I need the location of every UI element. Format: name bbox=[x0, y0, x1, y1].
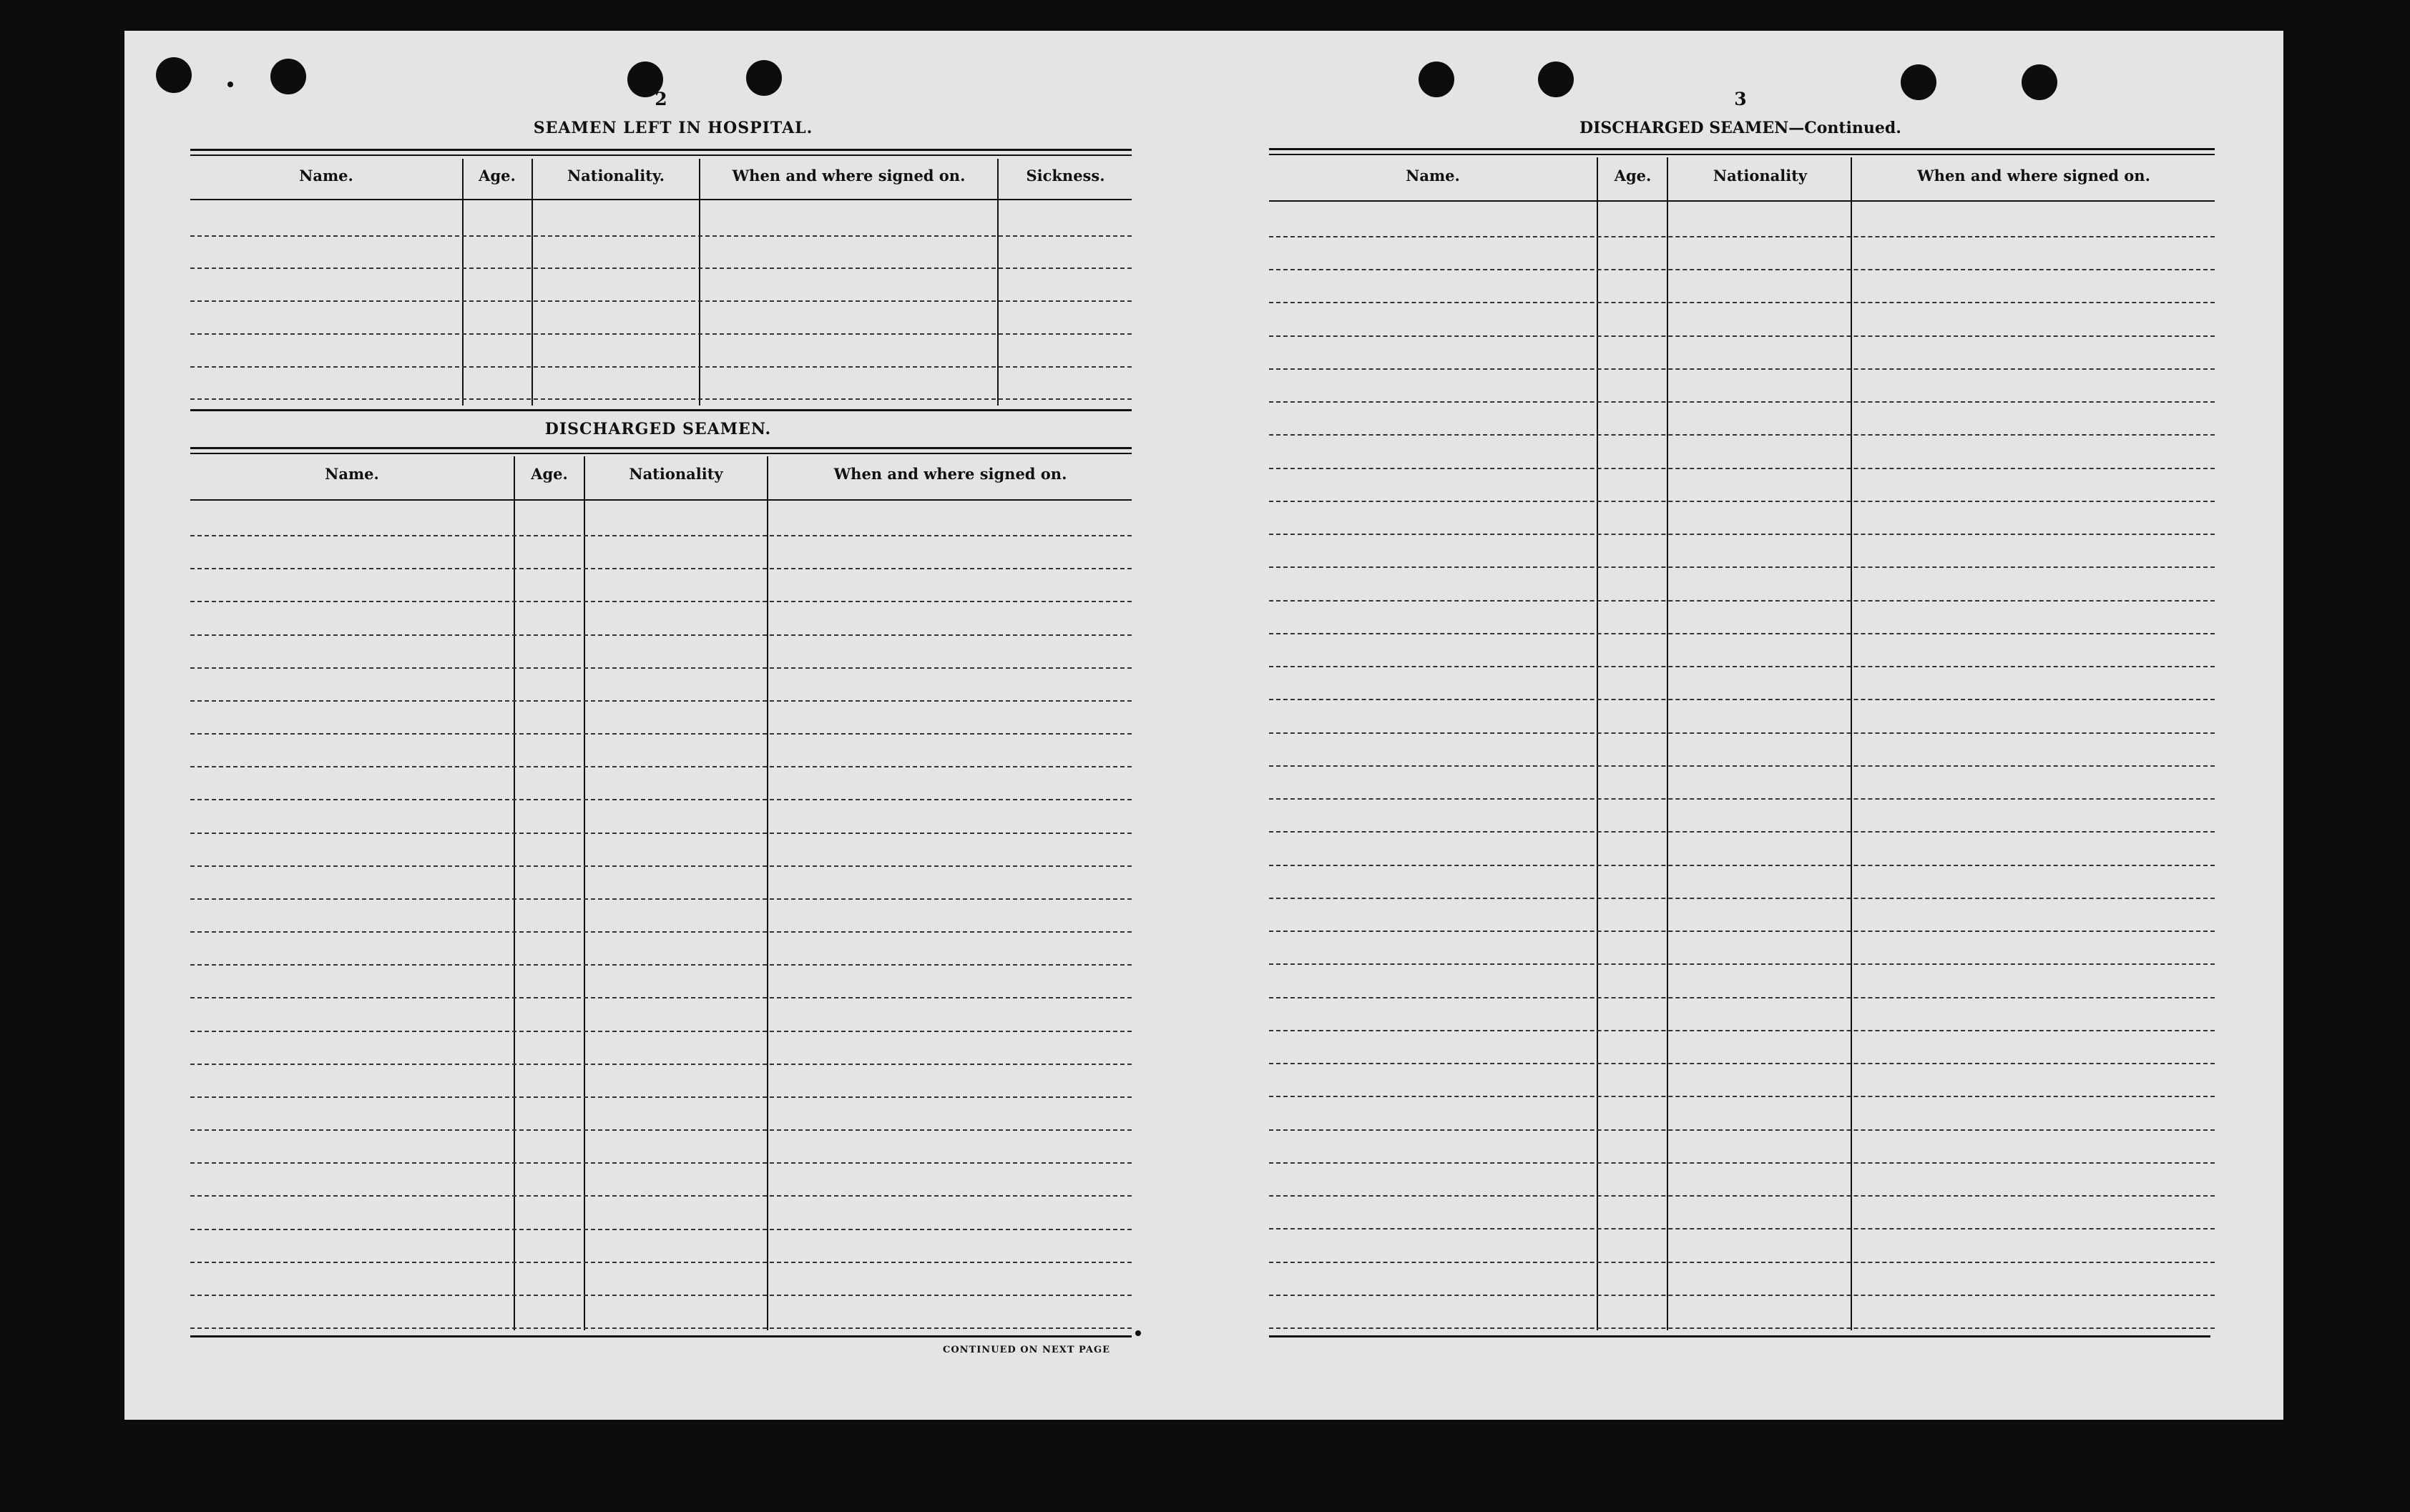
right-entry-line bbox=[1269, 566, 2215, 568]
right-entry-line bbox=[1269, 1063, 2215, 1064]
discharged-entry-line bbox=[190, 1262, 1132, 1263]
punch-hole bbox=[1538, 62, 1574, 97]
hospital-header-rule bbox=[190, 199, 1132, 200]
discharged-entry-line bbox=[190, 1229, 1132, 1230]
document-sheet bbox=[124, 31, 2283, 1420]
discharged-entry-line bbox=[190, 535, 1132, 536]
hospital-entry-line bbox=[190, 235, 1132, 237]
ink-speck bbox=[1135, 1330, 1141, 1336]
discharged-entry-line bbox=[190, 964, 1132, 966]
discharged-entry-line bbox=[190, 997, 1132, 998]
discharged-col-signed-on: When and where signed on. bbox=[833, 465, 1067, 483]
right-col-age: Age. bbox=[1614, 167, 1652, 185]
ink-speck bbox=[227, 82, 233, 87]
punch-hole bbox=[746, 60, 782, 96]
right-entry-line bbox=[1269, 831, 2215, 833]
discharged-col-divider bbox=[767, 456, 768, 1330]
right-entry-line bbox=[1269, 600, 2215, 602]
hospital-col-signed-on: When and where signed on. bbox=[732, 167, 966, 185]
discharged-col-divider bbox=[584, 456, 585, 1330]
right-col-divider bbox=[1851, 157, 1852, 1330]
hospital-section-title: SEAMEN LEFT IN HOSPITAL. bbox=[533, 119, 813, 137]
right-top-rule bbox=[1269, 148, 2215, 150]
discharged-entry-line bbox=[190, 898, 1132, 900]
punch-hole bbox=[270, 59, 306, 94]
right-entry-line bbox=[1269, 798, 2215, 800]
discharged-section-title: DISCHARGED SEAMEN. bbox=[544, 420, 772, 438]
right-entry-line bbox=[1269, 765, 2215, 767]
right-entry-line bbox=[1269, 302, 2215, 303]
hospital-top-rule bbox=[190, 149, 1132, 151]
hospital-col-sickness: Sickness. bbox=[1026, 167, 1105, 185]
right-entry-line bbox=[1269, 1327, 2215, 1329]
punch-hole bbox=[1419, 62, 1454, 97]
right-entry-line bbox=[1269, 434, 2215, 436]
right-entry-line bbox=[1269, 1030, 2215, 1031]
right-entry-line bbox=[1269, 865, 2215, 866]
hospital-entry-line bbox=[190, 398, 1132, 400]
right-entry-line bbox=[1269, 633, 2215, 634]
discharged-entry-line bbox=[190, 1064, 1132, 1065]
discharged-entry-line bbox=[190, 568, 1132, 569]
hospital-col-divider bbox=[997, 159, 999, 406]
hospital-col-divider bbox=[699, 159, 700, 406]
right-entry-line bbox=[1269, 1195, 2215, 1197]
discharged-col-divider bbox=[514, 456, 515, 1330]
discharged-col-nationality: Nationality bbox=[629, 465, 723, 483]
right-entry-line bbox=[1269, 236, 2215, 237]
discharged-header-rule bbox=[190, 499, 1132, 501]
page-number-right: 3 bbox=[1734, 89, 1747, 109]
hospital-entry-line bbox=[190, 267, 1132, 269]
discharged-entry-line bbox=[190, 1031, 1132, 1032]
discharged-bottom-rule bbox=[190, 1335, 1132, 1337]
right-entry-line bbox=[1269, 666, 2215, 667]
right-entry-line bbox=[1269, 401, 2215, 403]
hospital-col-divider bbox=[462, 159, 464, 406]
discharged-entry-line bbox=[190, 601, 1132, 602]
page-number-left: 2 bbox=[655, 89, 667, 109]
discharged-col-name: Name. bbox=[325, 465, 379, 483]
discharged-entry-line bbox=[190, 1295, 1132, 1296]
right-entry-line bbox=[1269, 534, 2215, 535]
right-entry-line bbox=[1269, 1096, 2215, 1097]
continued-note: CONTINUED ON NEXT PAGE bbox=[943, 1345, 1110, 1355]
hospital-col-age: Age. bbox=[479, 167, 516, 185]
right-entry-line bbox=[1269, 335, 2215, 337]
discharged-top-rule bbox=[190, 447, 1132, 449]
discharged-entry-line bbox=[190, 634, 1132, 636]
punch-hole bbox=[1901, 64, 1936, 100]
hospital-bottom-rule bbox=[190, 409, 1132, 411]
right-bottom-rule bbox=[1269, 1335, 2210, 1337]
discharged-entry-line bbox=[190, 667, 1132, 669]
right-col-divider bbox=[1667, 157, 1668, 1330]
hospital-col-divider bbox=[532, 159, 533, 406]
punch-hole bbox=[2022, 64, 2057, 100]
right-header-rule bbox=[1269, 200, 2215, 202]
right-entry-line bbox=[1269, 468, 2215, 469]
right-col-divider bbox=[1597, 157, 1598, 1330]
discharged-entry-line bbox=[190, 700, 1132, 702]
discharged-entry-line bbox=[190, 1195, 1132, 1197]
right-entry-line bbox=[1269, 931, 2215, 932]
discharged-entry-line bbox=[190, 766, 1132, 767]
right-entry-line bbox=[1269, 898, 2215, 899]
discharged-entry-line bbox=[190, 1327, 1132, 1329]
right-entry-line bbox=[1269, 1262, 2215, 1263]
right-col-name: Name. bbox=[1406, 167, 1460, 185]
right-top-rule-inner bbox=[1269, 154, 2215, 155]
discharged-entry-line bbox=[190, 865, 1132, 867]
discharged-entry-line bbox=[190, 1129, 1132, 1131]
right-entry-line bbox=[1269, 1228, 2215, 1229]
right-entry-line bbox=[1269, 997, 2215, 998]
right-entry-line bbox=[1269, 699, 2215, 700]
hospital-entry-line bbox=[190, 333, 1132, 335]
discharged-entry-line bbox=[190, 931, 1132, 933]
right-entry-line bbox=[1269, 1129, 2215, 1131]
right-entry-line bbox=[1269, 732, 2215, 734]
right-col-signed-on: When and where signed on. bbox=[1917, 167, 2150, 185]
discharged-top-rule-inner bbox=[190, 453, 1132, 454]
punch-hole bbox=[156, 57, 192, 93]
right-entry-line bbox=[1269, 368, 2215, 370]
discharged-col-age: Age. bbox=[531, 465, 568, 483]
right-entry-line bbox=[1269, 269, 2215, 270]
hospital-col-name: Name. bbox=[299, 167, 353, 185]
hospital-entry-line bbox=[190, 300, 1132, 302]
right-entry-line bbox=[1269, 1295, 2215, 1296]
discharged-entry-line bbox=[190, 799, 1132, 800]
right-section-title: DISCHARGED SEAMEN—Continued. bbox=[1579, 119, 1901, 137]
right-entry-line bbox=[1269, 501, 2215, 502]
right-entry-line bbox=[1269, 1162, 2215, 1164]
discharged-entry-line bbox=[190, 833, 1132, 834]
hospital-top-rule-inner bbox=[190, 154, 1132, 156]
discharged-entry-line bbox=[190, 733, 1132, 735]
hospital-entry-line bbox=[190, 366, 1132, 368]
right-col-nationality: Nationality bbox=[1713, 167, 1808, 185]
discharged-entry-line bbox=[190, 1096, 1132, 1098]
discharged-entry-line bbox=[190, 1162, 1132, 1164]
right-entry-line bbox=[1269, 963, 2215, 965]
hospital-col-nationality: Nationality. bbox=[567, 167, 665, 185]
